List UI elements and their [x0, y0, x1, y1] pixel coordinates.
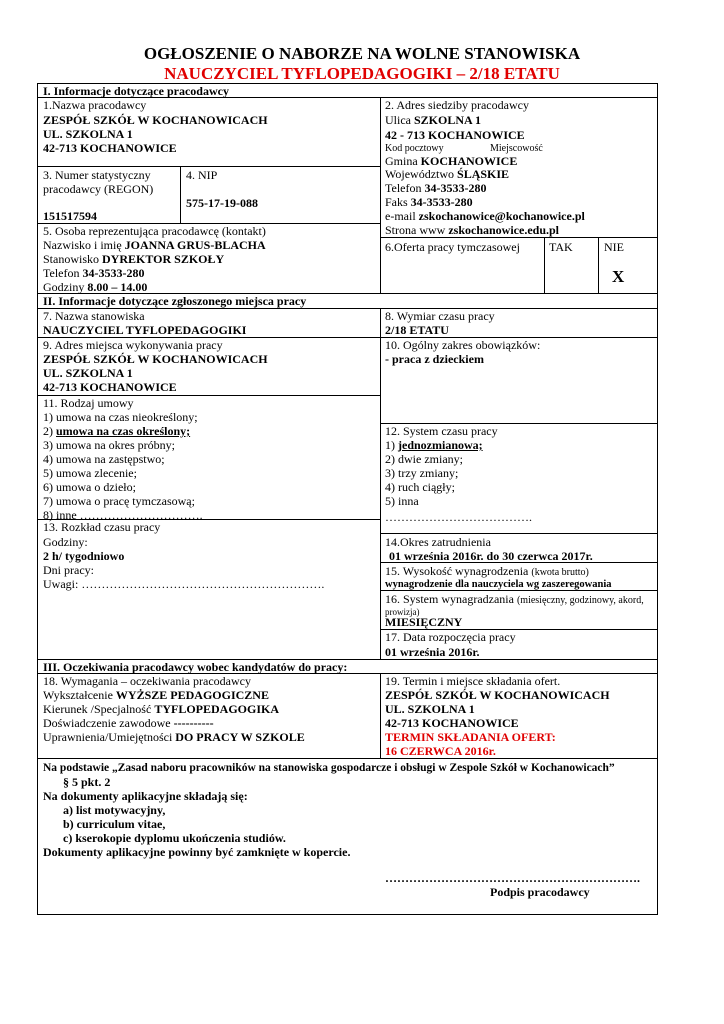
closing-note: Dokumenty aplikacyjne powinny być zamknięte w kopercie. — [43, 845, 351, 859]
field-label: 16. System wynagradzania — [385, 592, 517, 606]
legal-basis-paragraph: § 5 pkt. 2 — [63, 775, 111, 789]
field-value: NAUCZYCIEL TYFLOPEDAGOGIKI — [43, 323, 247, 337]
field-value: SZKOLNA 1 — [414, 113, 482, 127]
section-heading: I. Informacje dotyczące pracodawcy — [43, 84, 229, 98]
field-value: 42-713 KOCHANOWICE — [43, 380, 177, 394]
list-item: 6) umowa o dzieło; — [43, 480, 136, 494]
field-label: 8. Wymiar czasu pracy — [385, 309, 495, 323]
list-item-number: 1) — [385, 438, 398, 452]
field-caption: (kwota brutto) — [531, 567, 589, 578]
field-caption: prowizja) — [385, 607, 420, 617]
deadline-heading: TERMIN SKŁADANIA OFERT: — [385, 730, 556, 744]
list-item — [43, 424, 190, 438]
grid-line — [380, 533, 658, 534]
field-row — [385, 223, 559, 237]
selected-option: umowa na czas określony; — [56, 424, 191, 438]
checkbox-mark: X — [612, 267, 625, 286]
list-item: 1) umowa na czas nieokreślony; — [43, 410, 198, 424]
field-caption: (miesięczny, godzinowy, akord, — [516, 595, 644, 606]
selected-option: jednozmianowa; — [398, 438, 483, 452]
documents-heading: Na dokumenty aplikacyjne składają się: — [43, 789, 248, 803]
field-row — [385, 167, 509, 181]
field-row — [43, 716, 214, 730]
field-row — [43, 266, 144, 280]
field-value: 42 - 713 KOCHANOWICE — [385, 128, 525, 142]
field-label: 2. Adres siedziby pracodawcy — [385, 98, 529, 112]
field-value: JOANNA GRUS-BLACHA — [124, 238, 266, 252]
field-label: Dni pracy: — [43, 563, 94, 577]
list-item: a) list motywacyjny, — [63, 803, 166, 817]
list-item: 5) inna — [385, 494, 419, 508]
field-label: Województwo — [385, 167, 458, 181]
field-row — [43, 280, 147, 294]
grid-line — [37, 758, 658, 759]
email-link: zskochanowice@kochanowice.pl — [418, 209, 585, 223]
list-item: 7) umowa o pracę tymczasową; — [43, 494, 195, 508]
field-value: DYREKTOR SZKOŁY — [102, 252, 225, 266]
field-label: Doświadczenie zawodowe — [43, 716, 174, 730]
field-value: UL. SZKOLNA 1 — [43, 127, 133, 141]
field-value: 01 września 2016r. do 30 czerwca 2017r. — [389, 549, 593, 563]
field-value: KOCHANOWICE — [420, 154, 518, 168]
grid-line — [380, 308, 381, 659]
field-row — [43, 238, 266, 252]
grid-line — [598, 237, 599, 293]
field-label: pracodawcy (REGON) — [43, 182, 154, 196]
list-item-number: 2) — [43, 424, 56, 438]
list-item: 2) dwie zmiany; — [385, 452, 463, 466]
grid-line — [380, 97, 381, 293]
grid-line — [544, 237, 545, 293]
field-label: Godziny: — [43, 535, 88, 549]
field-value: 2/18 ETATU — [385, 323, 449, 337]
signature-line: ………………………………………………………. — [385, 871, 640, 885]
field-value: ŚLĄSKIE — [457, 167, 510, 181]
field-label: Stanowisko — [43, 252, 103, 266]
field-value: 575-17-19-088 — [186, 196, 258, 210]
field-label: 5. Osoba reprezentująca pracodawcę (kontakt) — [43, 224, 266, 238]
signature-label: Podpis pracodawcy — [490, 885, 590, 899]
option-label: NIE — [604, 240, 624, 254]
field-label: Uprawnienia/Umiejętności — [43, 730, 176, 744]
page-subtitle: NAUCZYCIEL TYFLOPEDAGOGIKI – 2/18 ETATU — [164, 64, 560, 83]
field-label: 15. Wysokość wynagrodzenia — [385, 564, 532, 578]
field-row — [385, 113, 481, 127]
field-label: 7. Nazwa stanowiska — [43, 309, 145, 323]
field-value: wynagrodzenie dla nauczyciela wg zaszeregowania — [385, 579, 612, 590]
field-value: TYFLOPEDAGOGIKA — [154, 702, 279, 716]
field-value: 34-3533-280 — [82, 266, 145, 280]
field-row — [385, 181, 486, 195]
field-label: Telefon — [43, 266, 83, 280]
field-label: Wykształcenie — [43, 688, 116, 702]
field-value: 42-713 KOCHANOWICE — [43, 141, 177, 155]
list-item: 4) ruch ciągły; — [385, 480, 455, 494]
field-row — [385, 209, 585, 223]
grid-line — [180, 166, 181, 223]
field-caption: Kod pocztowy — [385, 143, 444, 154]
field-row — [43, 730, 305, 744]
field-row — [43, 688, 269, 702]
field-label: Ulica — [385, 113, 414, 127]
field-label: 19. Termin i miejsce składania ofert. — [385, 674, 561, 688]
field-value: WYŻSZE PEDAGOGICZNE — [115, 688, 269, 702]
field-value: 2 h/ tygodniowo — [43, 549, 125, 563]
field-value: ---------- — [173, 716, 214, 730]
page-title: OGŁOSZENIE O NABORZE NA WOLNE STANOWISKA — [143, 44, 581, 63]
field-row — [385, 154, 517, 168]
field-row — [385, 195, 473, 209]
deadline-date: 16 CZERWCA 2016r. — [385, 744, 496, 758]
field-value: 151517594 — [43, 209, 97, 223]
field-value: ZESPÓŁ SZKÓŁ W KOCHANOWICACH — [43, 352, 268, 366]
field-label: 12. System czasu pracy — [385, 424, 498, 438]
field-row — [43, 702, 279, 716]
list-item — [385, 438, 483, 452]
field-label: Godziny — [43, 280, 88, 294]
list-item: ………………………………. — [385, 510, 532, 524]
field-label: Strona www — [385, 223, 449, 237]
field-label: 6.Oferta pracy tymczasowej — [385, 240, 520, 254]
website-link: zskochanowice.edu.pl — [448, 223, 560, 237]
option-label: TAK — [549, 240, 573, 254]
grid-line — [380, 673, 381, 758]
field-value: 34-3533-280 — [424, 181, 487, 195]
field-label: 1.Nazwa pracodawcy — [43, 98, 147, 112]
list-item: 3) umowa na okres próbny; — [43, 438, 175, 452]
legal-basis: Na podstawie „Zasad naboru pracowników na stanowiska gospodarcze i obsługi w Zespole Szkół w Kochanowicach” — [43, 762, 615, 774]
field-label: 14.Okres zatrudnienia — [385, 535, 491, 549]
field-label: 3. Numer statystyczny — [43, 168, 151, 182]
grid-line — [37, 166, 380, 167]
list-item: b) curriculum vitae, — [63, 817, 166, 831]
list-item: c) kserokopie dyplomu ukończenia studiów. — [63, 831, 286, 845]
field-row — [385, 592, 644, 608]
field-label: Uwagi: ……………………………………………………. — [43, 577, 325, 591]
field-label: Telefon — [385, 181, 425, 195]
field-value: ZESPÓŁ SZKÓŁ W KOCHANOWICACH — [43, 113, 268, 127]
list-item: 3) trzy zmiany; — [385, 466, 459, 480]
field-label: Faks — [385, 195, 411, 209]
field-label: 13. Rozkład czasu pracy — [43, 520, 161, 534]
field-label: 9. Adres miejsca wykonywania pracy — [43, 338, 223, 352]
field-value: UL. SZKOLNA 1 — [43, 366, 133, 380]
section-heading: III. Oczekiwania pracodawcy wobec kandydatów do pracy: — [43, 660, 348, 674]
grid-line — [380, 237, 658, 238]
field-value: - praca z dzieckiem — [385, 352, 484, 366]
field-value: DO PRACY W SZKOLE — [175, 730, 305, 744]
field-row — [43, 252, 224, 266]
list-item: 8) inne …………………………. — [43, 508, 203, 522]
field-label: Kierunek /Specjalność — [43, 702, 155, 716]
field-label: Nazwisko i imię — [43, 238, 125, 252]
field-label: 10. Ogólny zakres obowiązków: — [385, 338, 541, 352]
field-value: UL. SZKOLNA 1 — [385, 702, 475, 716]
field-value: 34-3533-280 — [410, 195, 473, 209]
field-value: 01 września 2016r. — [385, 645, 480, 659]
section-heading: II. Informacje dotyczące zgłoszonego miejsca pracy — [43, 294, 307, 308]
field-value: MIESIĘCZNY — [385, 615, 463, 629]
list-item: 5) umowa zlecenie; — [43, 466, 137, 480]
field-value: 42-713 KOCHANOWICE — [385, 716, 519, 730]
field-label: 18. Wymagania – oczekiwania pracodawcy — [43, 674, 251, 688]
field-value: 8.00 – 14.00 — [87, 280, 148, 294]
field-value: ZESPÓŁ SZKÓŁ W KOCHANOWICACH — [385, 688, 610, 702]
field-label: Gmina — [385, 154, 421, 168]
field-label: 17. Data rozpoczęcia pracy — [385, 630, 516, 644]
field-label: 11. Rodzaj umowy — [43, 396, 134, 410]
list-item: 4) umowa na zastępstwo; — [43, 452, 165, 466]
field-label: e-mail — [385, 209, 419, 223]
field-label: 4. NIP — [186, 168, 218, 182]
field-caption: Miejscowość — [490, 143, 543, 154]
